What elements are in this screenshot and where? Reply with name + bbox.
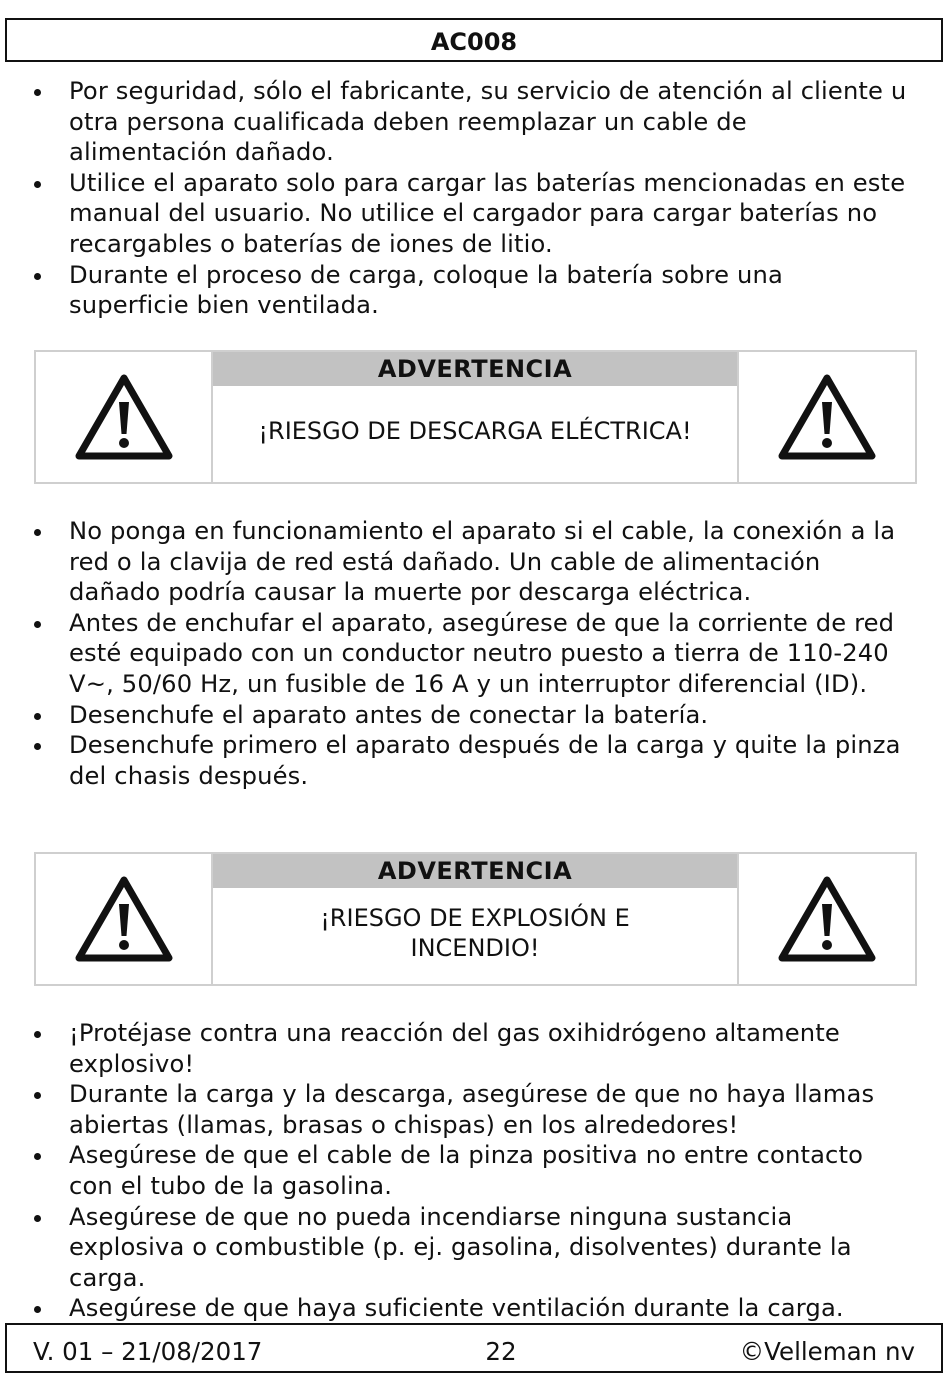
warning-box-explosion-fire — [34, 852, 917, 986]
bullet-icon — [34, 89, 41, 96]
list-item: Asegúrese de que haya suficiente ventilación durante la carga. — [0, 1293, 930, 1324]
page-number: 22 — [485, 1336, 517, 1366]
bullet-icon — [34, 713, 41, 720]
list-item: Antes de enchufar el aparato, asegúrese de que la corriente de red esté equipado con un conductor neutro puesto a tierra de 110-240 V~, 50/60 Hz, un fusible de 16 A y un interruptor diferencial (ID). — [0, 608, 930, 700]
list-item: Asegúrese de que el cable de la pinza positiva no entre contacto con el tubo de la gasolina. — [0, 1140, 930, 1201]
safety-list-general — [0, 76, 930, 321]
warning-triangle-icon — [737, 854, 915, 984]
list-item: Durante la carga y la descarga, asegúrese de que no haya llamas abiertas (llamas, brasas o chispas) en los alrededores! — [0, 1079, 930, 1140]
bullet-icon — [34, 273, 41, 280]
bullet-icon — [34, 1306, 41, 1313]
warning-triangle-icon — [36, 854, 211, 984]
warning-content — [211, 854, 737, 984]
bullet-icon — [34, 1031, 41, 1038]
safety-list-electrical — [0, 516, 930, 791]
safety-list-explosion — [0, 1018, 930, 1324]
list-item: Durante el proceso de carga, coloque la batería sobre una superficie bien ventilada. — [0, 260, 930, 321]
bullet-icon — [34, 1153, 41, 1160]
bullet-icon — [34, 621, 41, 628]
warning-triangle-icon — [36, 352, 211, 482]
document-footer — [5, 1323, 943, 1373]
bullet-icon — [34, 529, 41, 536]
document-title: AC008 — [430, 28, 518, 56]
list-item: ¡Protéjase contra una reacción del gas oxihidrógeno altamente explosivo! — [0, 1018, 930, 1079]
bullet-icon — [34, 743, 41, 750]
bullet-icon — [34, 181, 41, 188]
list-item: Utilice el aparato solo para cargar las baterías mencionadas en este manual del usuario. No utilice el cargador para cargar baterías no recargables o baterías de iones de litio. — [0, 168, 930, 260]
warning-message: ¡RIESGO DE DESCARGA ELÉCTRICA! — [258, 417, 692, 445]
list-item: Asegúrese de que no pueda incendiarse ninguna sustancia explosiva o combustible (p. ej. gasolina, disolventes) durante la carga. — [0, 1202, 930, 1294]
document-header — [5, 18, 943, 62]
warning-message: ¡RIESGO DE EXPLOSIÓN E INCENDIO! — [320, 904, 630, 962]
warning-title: ADVERTENCIA — [213, 854, 737, 888]
warning-triangle-icon — [737, 352, 915, 482]
copyright: ©Velleman nv — [739, 1336, 915, 1366]
list-item: Desenchufe el aparato antes de conectar la batería. — [0, 700, 930, 731]
list-item: Desenchufe primero el aparato después de la carga y quite la pinza del chasis después. — [0, 730, 930, 791]
list-item: No ponga en funcionamiento el aparato si el cable, la conexión a la red o la clavija de red está dañado. Un cable de alimentación dañado podría causar la muerte por descarga eléctrica. — [0, 516, 930, 608]
list-item: Por seguridad, sólo el fabricante, su servicio de atención al cliente u otra persona cualificada deben reemplazar un cable de alimentación dañado. — [0, 76, 930, 168]
warning-box-electric-shock — [34, 350, 917, 484]
bullet-icon — [34, 1215, 41, 1222]
warning-content — [211, 352, 737, 482]
version-date: V. 01 – 21/08/2017 — [33, 1336, 263, 1366]
bullet-icon — [34, 1092, 41, 1099]
warning-title: ADVERTENCIA — [213, 352, 737, 386]
